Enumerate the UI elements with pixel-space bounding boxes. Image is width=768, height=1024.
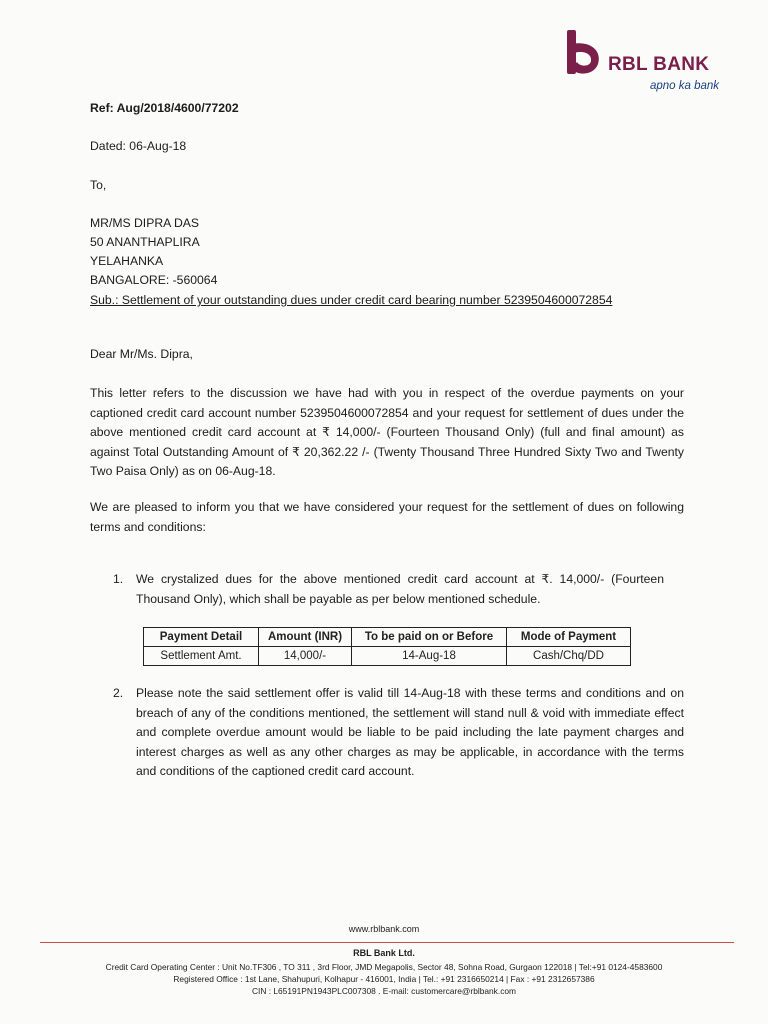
footer-address-line: Registered Office : 1st Lane, Shahupuri, Kolhapur - 416001, India | Tel.: +91 2316650214 | Fax : +91 2312657386 bbox=[173, 974, 595, 984]
table-cell: 14-Aug-18 bbox=[352, 647, 507, 666]
table-header-row bbox=[144, 628, 631, 647]
footer-address-line: Credit Card Operating Center : Unit No.TF306 , TO 311 , 3rd Floor, JMD Megapolis, Sector 48, Sohna Road, Gurgaon 122018 | Tel:+91 0124-4583600 bbox=[105, 962, 663, 972]
table-header-cell: To be paid on or Before bbox=[352, 628, 507, 647]
body-paragraph: This letter refers to the discussion we have had with you in respect of the overdue payments on your captioned credit card account number 5239504600072854 and your request for settlement of dues under the above mentioned credit card account at ₹ 14,000/- (Fourteen Thousand Only) (full and final amount) as against Total Outstanding Amount of ₹ 20,362.22 /- (Twenty Thousand Three Hundred Sixty Two and Twenty Two Paisa Only) as on 06-Aug-18. bbox=[90, 386, 684, 478]
table-header-cell: Mode of Payment bbox=[507, 628, 631, 647]
letter-date: Dated: 06-Aug-18 bbox=[90, 139, 187, 153]
table-cell: Settlement Amt. bbox=[144, 647, 259, 666]
footer-company-name: RBL Bank Ltd. bbox=[353, 948, 415, 958]
footer-divider bbox=[40, 942, 734, 943]
bank-logo-name: RBL BANK bbox=[608, 54, 710, 75]
address-line: YELAHANKA bbox=[90, 254, 164, 268]
footer-website: www.rblbank.com bbox=[348, 924, 420, 934]
term-number: 2. bbox=[113, 686, 124, 700]
reference-number: Ref: Aug/2018/4600/77202 bbox=[90, 101, 239, 115]
bank-tagline: apno ka bank bbox=[650, 80, 720, 92]
subject-line: Sub.: Settlement of your outstanding dues under credit card bearing number 5239504600072854 bbox=[90, 293, 613, 307]
table-header-cell: Amount (INR) bbox=[259, 628, 352, 647]
address-city: BANGALORE: -560064 bbox=[90, 273, 218, 287]
recipient-name: MR/MS DIPRA DAS bbox=[90, 216, 200, 230]
body-paragraph: We are pleased to inform you that we have considered your request for the settlement of dues on following terms and conditions: bbox=[90, 500, 684, 534]
table-header-cell: Payment Detail bbox=[144, 628, 259, 647]
table-row bbox=[144, 647, 631, 666]
term-number: 1. bbox=[113, 572, 124, 586]
to-label: To, bbox=[90, 178, 107, 192]
payment-schedule-table bbox=[143, 627, 631, 666]
term-text: We crystalized dues for the above mentioned credit card account at ₹. 14,000/- (Fourteen Thousand Only), which shall be payable as per below mentioned schedule. bbox=[136, 572, 664, 606]
table-cell: 14,000/- bbox=[259, 647, 352, 666]
table-cell: Cash/Chq/DD bbox=[507, 647, 631, 666]
term-text: Please note the said settlement offer is valid till 14-Aug-18 with these terms and conditions and on breach of any of the conditions mentioned, the settlement will stand null & void with immediate effect and complete overdue amount would be liable to be paid including the late payment charges and interest charges as well as any other charges as may be applicable, in accordance with the terms and conditions of the captioned credit card account. bbox=[136, 686, 684, 778]
rbl-logo-mark bbox=[562, 26, 604, 78]
address-line: 50 ANANTHAPLIRA bbox=[90, 235, 200, 249]
salutation: Dear Mr/Ms. Dipra, bbox=[90, 347, 193, 361]
footer-cin-line: CIN : L65191PN1943PLC007308 . E-mail: customercare@rblbank.com bbox=[251, 986, 517, 996]
